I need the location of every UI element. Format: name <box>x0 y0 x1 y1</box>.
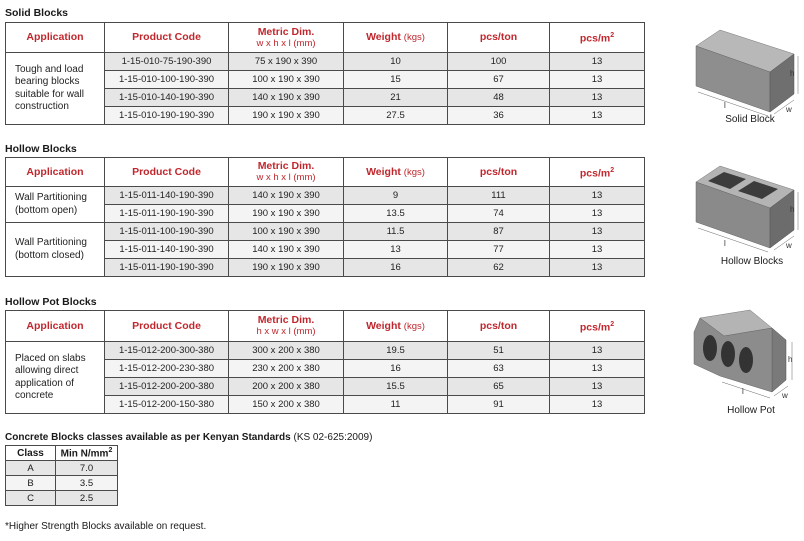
header-pcs-ton: pcs/ton <box>448 311 550 342</box>
product-code: 1-15-011-100-190-390 <box>105 223 229 241</box>
pcs-m2: 13 <box>550 205 645 223</box>
class-cell: C <box>6 491 56 506</box>
class-cell: B <box>6 476 56 491</box>
weight: 27.5 <box>344 107 448 125</box>
pcs-m2: 13 <box>550 241 645 259</box>
weight: 15.5 <box>344 378 448 396</box>
product-code: 1-15-010-100-190-390 <box>105 71 229 89</box>
pcs-ton: 63 <box>448 360 550 378</box>
product-code: 1-15-011-140-190-390 <box>105 187 229 205</box>
pcs-ton: 77 <box>448 241 550 259</box>
weight: 9 <box>344 187 448 205</box>
length-label: l <box>742 387 744 396</box>
weight: 11 <box>344 396 448 414</box>
pcs-ton: 87 <box>448 223 550 241</box>
pcs-ton: 65 <box>448 378 550 396</box>
header-metric-dim: Metric Dim. w x h x l (mm) <box>229 158 344 187</box>
metric-dim: 190 x 190 x 390 <box>229 205 344 223</box>
hollow-blocks-title: Hollow Blocks <box>5 143 77 155</box>
length-label: l <box>724 101 726 110</box>
solid-blocks-table <box>5 22 645 125</box>
header-weight: Weight (kgs) <box>344 311 448 342</box>
classes-table <box>5 445 118 506</box>
width-label: w <box>786 105 792 114</box>
product-code: 1-15-011-140-190-390 <box>105 241 229 259</box>
pcs-ton: 111 <box>448 187 550 205</box>
weight: 11.5 <box>344 223 448 241</box>
pcs-m2: 13 <box>550 187 645 205</box>
metric-dim: 230 x 200 x 380 <box>229 360 344 378</box>
header-metric-dim: Metric Dim. w x h x l (mm) <box>229 23 344 53</box>
product-code: 1-15-010-75-190-390 <box>105 53 229 71</box>
pcs-ton: 91 <box>448 396 550 414</box>
min-strength-cell: 7.0 <box>56 461 118 476</box>
min-strength-cell: 3.5 <box>56 476 118 491</box>
application-cell: Wall Partitioning (bottom open) <box>6 187 105 223</box>
metric-dim: 100 x 190 x 390 <box>229 71 344 89</box>
pcs-m2: 13 <box>550 53 645 71</box>
pcs-m2: 13 <box>550 259 645 277</box>
solid-block-label: Solid Block <box>725 114 775 125</box>
metric-dim: 140 x 190 x 390 <box>229 187 344 205</box>
pcs-ton: 51 <box>448 342 550 360</box>
weight: 13.5 <box>344 205 448 223</box>
pcs-m2: 13 <box>550 342 645 360</box>
product-code: 1-15-012-200-150-380 <box>105 396 229 414</box>
product-code: 1-15-012-200-200-380 <box>105 378 229 396</box>
product-code: 1-15-010-190-190-390 <box>105 107 229 125</box>
metric-dim: 150 x 200 x 380 <box>229 396 344 414</box>
header-pcs-ton: pcs/ton <box>448 23 550 53</box>
pcs-m2: 13 <box>550 89 645 107</box>
header-weight: Weight (kgs) <box>344 158 448 187</box>
solid-blocks-title: Solid Blocks <box>5 7 69 19</box>
header-class: Class <box>6 446 56 461</box>
metric-dim: 140 x 190 x 390 <box>229 241 344 259</box>
header-application: Application <box>6 311 105 342</box>
width-label: w <box>786 241 792 250</box>
metric-dim: 140 x 190 x 390 <box>229 89 344 107</box>
pcs-ton: 48 <box>448 89 550 107</box>
header-product-code: Product Code <box>105 23 229 53</box>
pcs-m2: 13 <box>550 107 645 125</box>
product-code: 1-15-012-200-230-380 <box>105 360 229 378</box>
weight: 10 <box>344 53 448 71</box>
header-weight: Weight (kgs) <box>344 23 448 53</box>
length-label: l <box>724 239 726 248</box>
metric-dim: 190 x 190 x 390 <box>229 259 344 277</box>
classes-title: Concrete Blocks classes available as per Kenyan Standards (KS 02-625:2009) <box>5 432 373 443</box>
application-cell: Wall Partitioning (bottom closed) <box>6 223 105 277</box>
height-label: h <box>790 69 795 78</box>
pcs-ton: 74 <box>448 205 550 223</box>
hollow-blocks-table <box>5 157 645 277</box>
min-strength-cell: 2.5 <box>56 491 118 506</box>
height-label: h <box>790 205 795 214</box>
metric-dim: 100 x 190 x 390 <box>229 223 344 241</box>
weight: 16 <box>344 259 448 277</box>
application-cell: Tough and load bearing blocks suitable for wall construction <box>6 53 105 125</box>
weight: 15 <box>344 71 448 89</box>
weight: 13 <box>344 241 448 259</box>
weight: 19.5 <box>344 342 448 360</box>
hollow-pot-label: Hollow Pot <box>727 405 775 416</box>
hollow-block-label: Hollow Blocks <box>720 256 784 267</box>
metric-dim: 300 x 200 x 380 <box>229 342 344 360</box>
pcs-ton: 67 <box>448 71 550 89</box>
hollow-pot-title: Hollow Pot Blocks <box>5 296 97 308</box>
header-application: Application <box>6 158 105 187</box>
header-product-code: Product Code <box>105 311 229 342</box>
metric-dim: 190 x 190 x 390 <box>229 107 344 125</box>
hollow-block-image <box>690 160 800 256</box>
product-code: 1-15-012-200-300-380 <box>105 342 229 360</box>
product-code: 1-15-011-190-190-390 <box>105 259 229 277</box>
footnote: *Higher Strength Blocks available on request. <box>5 521 207 532</box>
product-code: 1-15-010-140-190-390 <box>105 89 229 107</box>
pcs-ton: 62 <box>448 259 550 277</box>
header-pcs-m2: pcs/$m^2$ <box>550 158 645 187</box>
weight: 21 <box>344 89 448 107</box>
header-application: Application <box>6 23 105 53</box>
hollow-pot-table <box>5 310 645 414</box>
pcs-m2: 13 <box>550 378 645 396</box>
height-label: h <box>788 355 793 364</box>
weight: 16 <box>344 360 448 378</box>
metric-dim: 75 x 190 x 390 <box>229 53 344 71</box>
pcs-m2: 13 <box>550 71 645 89</box>
header-product-code: Product Code <box>105 158 229 187</box>
header-pcs-m2: pcs/$m^2$ <box>550 311 645 342</box>
header-pcs-m2: pcs/$m^2$ <box>550 23 645 53</box>
pcs-ton: 36 <box>448 107 550 125</box>
header-pcs-ton: pcs/ton <box>448 158 550 187</box>
solid-block-image <box>690 24 800 116</box>
width-label: w <box>782 391 788 400</box>
header-metric-dim: Metric Dim. h x w x l (mm) <box>229 311 344 342</box>
pcs-m2: 13 <box>550 396 645 414</box>
pcs-ton: 100 <box>448 53 550 71</box>
pcs-m2: 13 <box>550 360 645 378</box>
metric-dim: 200 x 200 x 380 <box>229 378 344 396</box>
hollow-pot-image <box>690 306 800 402</box>
application-cell: Placed on slabs allowing direct application of concrete <box>6 342 105 414</box>
product-code: 1-15-011-190-190-390 <box>105 205 229 223</box>
header-min-strength: Min $N/mm^2$ <box>56 446 118 461</box>
class-cell: A <box>6 461 56 476</box>
pcs-m2: 13 <box>550 223 645 241</box>
